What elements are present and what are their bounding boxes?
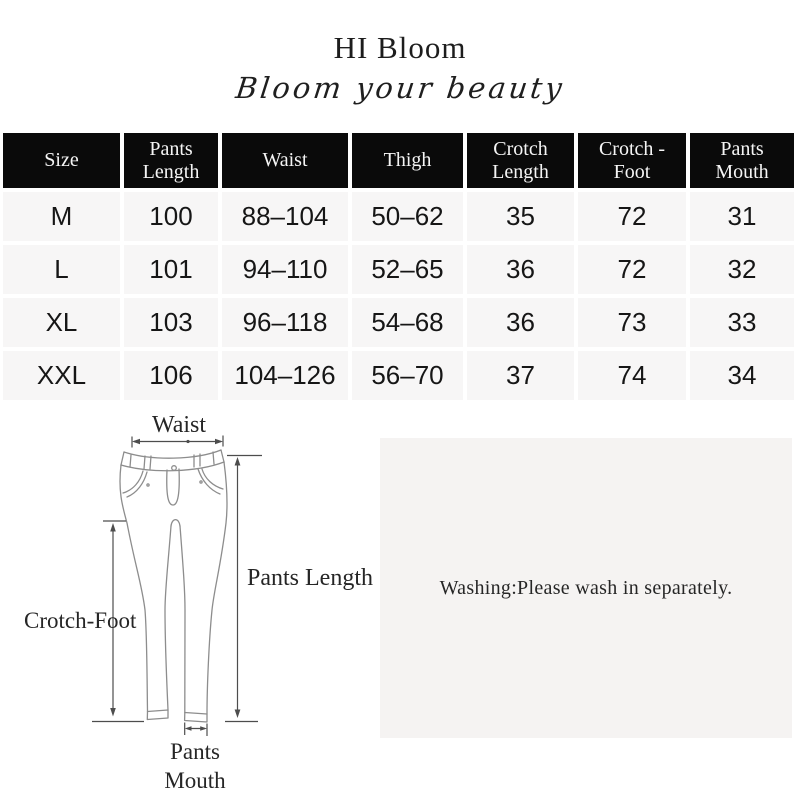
table-cell: XL [3,298,120,347]
washing-note: Washing:Please wash in separately. [439,576,733,599]
pants-mouth-arrow [185,723,207,737]
column-header-size: Size [3,133,120,188]
table-cell: 73 [578,298,686,347]
table-cell: 33 [690,298,794,347]
pants-measurement-diagram [0,405,400,800]
column-header-waist: Waist [222,133,348,188]
table-cell: 56–70 [352,351,463,400]
table-cell: 50–62 [352,192,463,241]
table-cell: 96–118 [222,298,348,347]
column-header-crotch-length: Crotch Length [467,133,574,188]
crotch-foot-label: Crotch-Foot [24,608,137,633]
table-cell: 88–104 [222,192,348,241]
table-cell: 74 [578,351,686,400]
table-cell: 100 [124,192,218,241]
pants-outline [120,450,227,722]
table-cell: M [3,192,120,241]
brand-title: HI Bloom [333,30,467,65]
column-header-pants-length: Pants Length [124,133,218,188]
table-cell: 35 [467,192,574,241]
column-header-crotch-foot: Crotch -Foot [578,133,686,188]
table-cell: 104–126 [222,351,348,400]
pants-length-label: Pants Length [247,565,373,591]
table-cell: L [3,245,120,294]
brand-tagline: Bloom your beauty [233,71,567,105]
table-cell: 37 [467,351,574,400]
table-cell: 101 [124,245,218,294]
waist-label: Waist [151,412,207,438]
column-header-thigh: Thigh [352,133,463,188]
table-cell: 36 [467,298,574,347]
table-cell: 52–65 [352,245,463,294]
washing-panel [380,438,792,738]
table-cell: 106 [124,351,218,400]
table-cell: 31 [690,192,794,241]
table-cell: 54–68 [352,298,463,347]
table-cell: 32 [690,245,794,294]
column-header-pants-mouth: Pants Mouth [690,133,794,188]
table-cell: 94–110 [222,245,348,294]
table-cell: 72 [578,245,686,294]
table-cell: 36 [467,245,574,294]
table-cell: 72 [578,192,686,241]
brand-header [0,0,800,105]
pants-mouth-label: Pants Mouth [164,739,226,793]
table-cell: XXL [3,351,120,400]
table-cell: 34 [690,351,794,400]
table-cell: 103 [124,298,218,347]
size-chart-table [3,133,794,400]
